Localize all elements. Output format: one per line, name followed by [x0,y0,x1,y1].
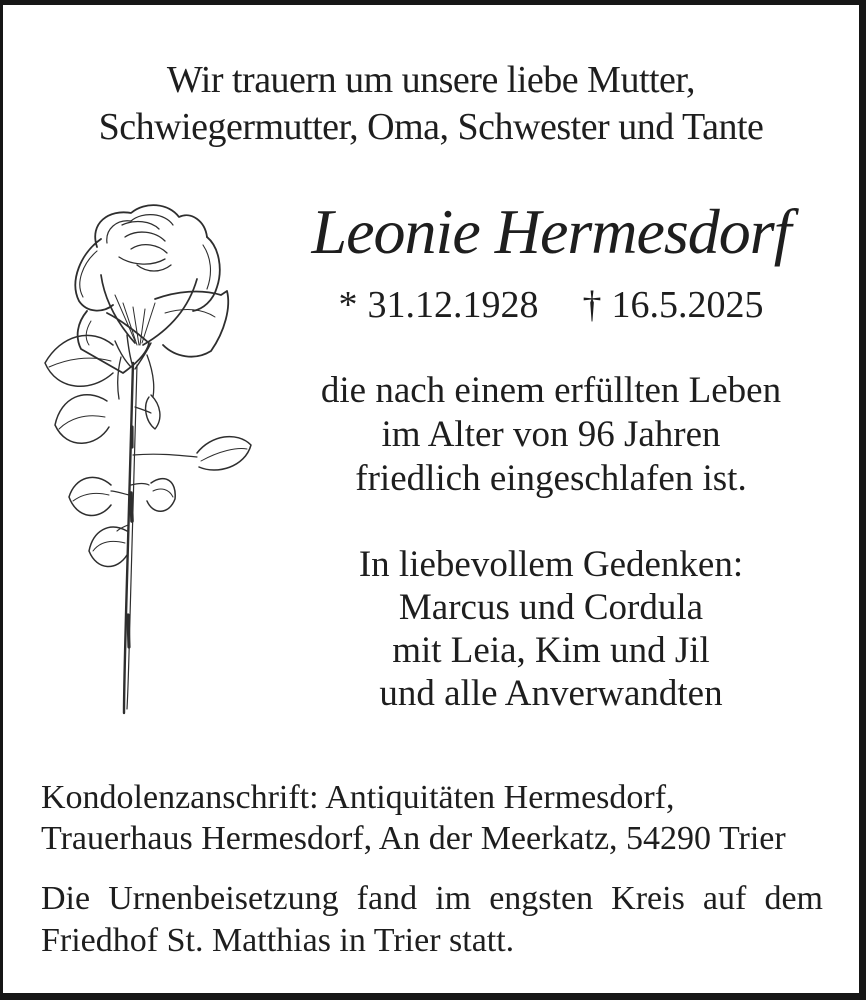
condolence-address [41,777,823,859]
remembrance-text [254,543,848,715]
death-date-group [583,284,764,326]
deceased-name: Leonie Hermesdorf [311,196,791,267]
intro-line-1: Wir trauern um unsere liebe Mutter, [166,59,696,101]
birth-date: 31.12.1928 [367,284,539,326]
life-dates [254,282,848,328]
mourner-line-2: mit Leia, Kim und Jil [392,630,710,671]
rose-sketch-svg [27,195,262,723]
remembrance-heading: In liebevollem Gedenken: [358,544,744,585]
born-symbol: * [338,284,358,326]
eulogy-line-1: die nach einem erfüllten Leben [320,370,782,411]
condolence-line-2: Trauerhaus Hermesdorf, An der Meerkatz, 54290 Trier [41,820,786,857]
condolence-line-1: Kondolenzanschrift: Antiquitäten Hermesdorf, [41,779,675,816]
eulogy-line-2: im Alter von 96 Jahren [381,414,721,455]
eulogy-line-3: friedlich eingeschlafen ist. [355,458,747,499]
eulogy-text [254,369,848,501]
burial-line-2: Friedhof St. Matthias in Trier statt. [41,922,515,959]
intro-line-2: Schwiegermutter, Oma, Schwester und Tante [98,106,764,148]
birth-date-group [339,284,539,326]
burial-line-1: Die Urnenbeisetzung fand im engsten Kreis auf dem [41,880,823,917]
intro-text [3,57,859,151]
mourner-line-1: Marcus und Cordula [398,587,704,628]
burial-info [41,878,823,962]
rose-sketch-illustration [27,195,262,723]
mourner-line-3: und alle Anverwandten [379,673,723,714]
death-date: 16.5.2025 [611,284,764,326]
died-cross-symbol: † [582,284,602,326]
